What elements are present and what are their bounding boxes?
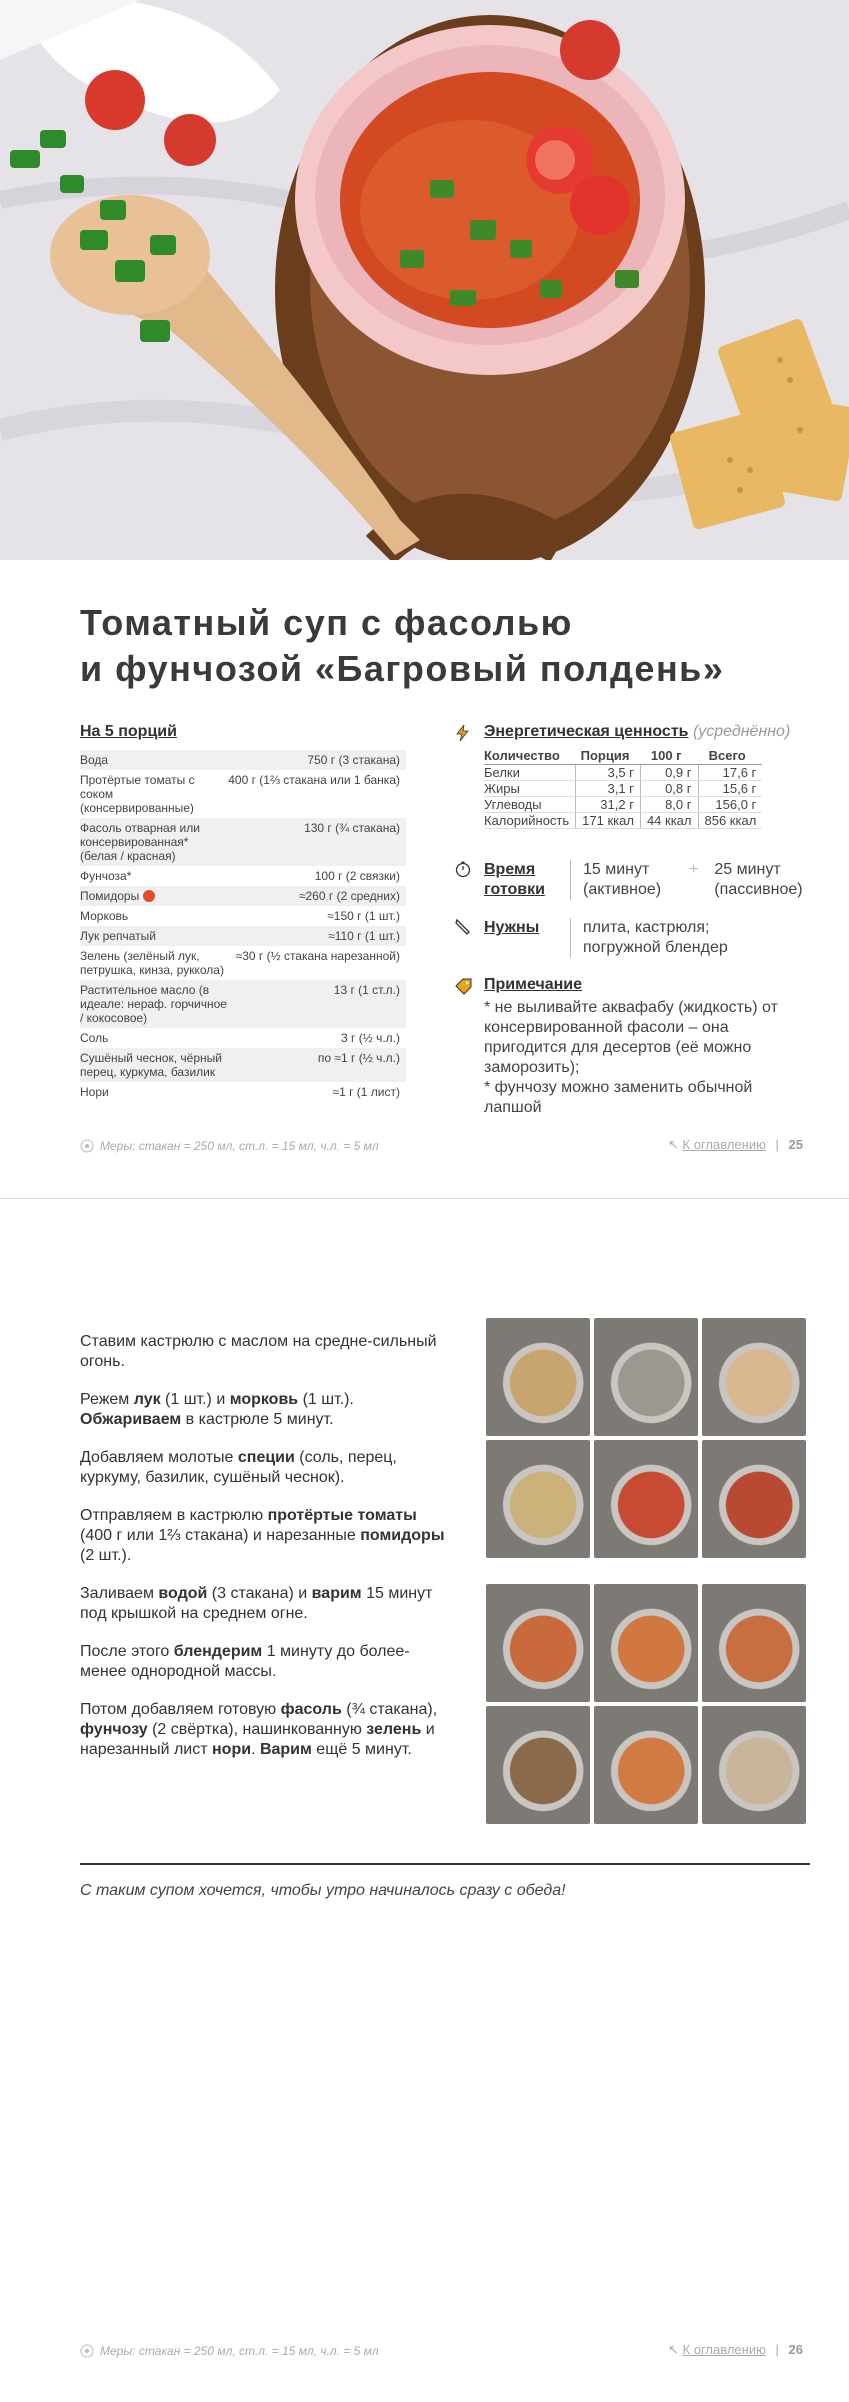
energy-value: 0,8 г bbox=[640, 781, 698, 797]
ingredient-amount: по ≈1 г (½ ч.л.) bbox=[228, 1048, 406, 1082]
arrow-icon: ↖ bbox=[668, 1137, 679, 1152]
ingredient-row bbox=[80, 926, 406, 946]
tomato-icon bbox=[143, 890, 155, 902]
ingredient-name: Протёртые томаты с соком (консервированные) bbox=[80, 773, 195, 815]
energy-value: 156,0 г bbox=[698, 797, 762, 813]
ingredient-name: Морковь bbox=[80, 909, 129, 923]
time-passive: 25 минут (пассивное) bbox=[714, 861, 803, 898]
recipe-title bbox=[80, 600, 800, 692]
step-photos-grid-2 bbox=[486, 1584, 806, 1824]
step-keyword: варим bbox=[311, 1585, 362, 1602]
step-grid2-photo bbox=[594, 1584, 698, 1702]
step-keyword: Варим bbox=[259, 1741, 312, 1758]
closing-text: С таким супом хочется, чтобы утро начиналось сразу с обеда! bbox=[80, 1882, 566, 1899]
measures-footer-1: Меры: стакан = 250 мл, ст.л. = 15 мл, ч.л. = 5 мл bbox=[100, 1139, 379, 1153]
step-text: Добавляем молотые bbox=[80, 1449, 238, 1466]
ingredient-amount: ≈30 г (½ стакана нарезанной) bbox=[235, 949, 400, 963]
step-text: . bbox=[251, 1741, 260, 1758]
ingredient-amount: 400 г (1⅔ стакана или 1 банка) bbox=[228, 773, 400, 787]
step-paragraph bbox=[80, 1700, 450, 1760]
step-text: (2 шт.). bbox=[80, 1547, 132, 1564]
ingredient-row bbox=[80, 1082, 406, 1102]
ingredient-amount: ≈1 г (1 лист) bbox=[332, 1085, 400, 1099]
step-keyword: нори bbox=[212, 1741, 252, 1758]
step-grid1-photo bbox=[594, 1440, 698, 1558]
energy-table bbox=[484, 747, 762, 829]
energy-row bbox=[484, 797, 762, 813]
energy-section bbox=[484, 723, 844, 829]
step-text: Заливаем bbox=[80, 1585, 159, 1602]
step-grid1-photo bbox=[702, 1440, 806, 1558]
ingredient-name: Соль bbox=[80, 1031, 109, 1045]
step-grid2-photo bbox=[702, 1584, 806, 1702]
step-keyword: протёртые томаты bbox=[267, 1507, 417, 1524]
energy-title: Энергетическая ценность bbox=[484, 723, 689, 740]
title-line-2: и фунчозой «Багровый полдень» bbox=[80, 648, 725, 689]
measures-footer-2: Меры: стакан = 250 мл, ст.л. = 15 мл, ч.л. = 5 мл bbox=[100, 2344, 379, 2358]
step-paragraph bbox=[80, 1506, 450, 1566]
time-active: 15 минут (активное) bbox=[583, 861, 662, 898]
title-line-1: Томатный суп с фасолью bbox=[80, 602, 573, 643]
ingredient-name: Вода bbox=[80, 750, 228, 770]
energy-value: 15,6 г bbox=[698, 781, 762, 797]
step-text: Режем bbox=[80, 1391, 134, 1408]
ingredient-amount: 750 г (3 стакана) bbox=[228, 750, 406, 770]
step-keyword: фунчозу bbox=[80, 1721, 148, 1738]
step-paragraph bbox=[80, 1332, 450, 1372]
step-text: в кастрюле 5 минут. bbox=[181, 1411, 334, 1428]
energy-nutrient: Углеводы bbox=[484, 797, 576, 813]
step-grid2-photo bbox=[594, 1706, 698, 1824]
ingredient-row bbox=[80, 866, 406, 886]
energy-value: 856 ккал bbox=[698, 813, 762, 829]
ingredient-name: Сушёный чеснок, чёрный перец, куркума, базилик bbox=[80, 1048, 228, 1082]
arrow-icon: ↖ bbox=[668, 2342, 679, 2357]
step-grid2-photo bbox=[486, 1706, 590, 1824]
ingredient-name: Растительное масло (в идеале: нераф. горчичное / кокосовое) bbox=[80, 980, 228, 1028]
energy-nutrient: Белки bbox=[484, 765, 576, 781]
step-grid1-photo bbox=[486, 1318, 590, 1436]
step-keyword: водой bbox=[158, 1585, 208, 1602]
note-label: Примечание bbox=[484, 976, 583, 993]
time-section bbox=[484, 860, 844, 900]
energy-note: (усреднённо) bbox=[692, 723, 791, 740]
step-text: (1 шт.). bbox=[298, 1391, 354, 1408]
step-text: Потом добавляем готовую bbox=[80, 1701, 281, 1718]
energy-nutrient: Жиры bbox=[484, 781, 576, 797]
time-plus: + bbox=[689, 861, 699, 878]
ingredient-name: Помидоры bbox=[80, 886, 228, 906]
ingredient-name: Фунчоза* bbox=[80, 869, 132, 883]
step-text: (3 стакана) и bbox=[207, 1585, 312, 1602]
note-section bbox=[484, 976, 794, 1118]
recipe-photo bbox=[0, 0, 849, 560]
energy-nutrient: Калорийность bbox=[484, 813, 576, 829]
step-text: (2 свёртка), нашинкованную bbox=[147, 1721, 367, 1738]
step-keyword: помидоры bbox=[360, 1527, 445, 1544]
energy-header: 100 г bbox=[640, 747, 698, 765]
step-text: Ставим кастрюлю с маслом на средне-сильный огонь. bbox=[80, 1333, 437, 1370]
time-label: Время готовки bbox=[484, 861, 545, 898]
ingredient-row bbox=[80, 818, 406, 866]
ingredient-row bbox=[80, 1028, 406, 1048]
step-keyword: специи bbox=[237, 1449, 295, 1466]
ingredient-row bbox=[80, 946, 406, 980]
toc-link-2[interactable]: К оглавлению bbox=[682, 2342, 766, 2357]
energy-value: 0,9 г bbox=[640, 765, 698, 781]
energy-value: 3,5 г bbox=[576, 765, 641, 781]
ingredient-row bbox=[80, 770, 406, 818]
energy-header: Всего bbox=[698, 747, 762, 765]
servings-heading: На 5 порций bbox=[80, 723, 177, 740]
ingredient-amount: 13 г (1 ст.л.) bbox=[228, 980, 406, 1028]
cooking-steps bbox=[80, 1332, 450, 1778]
page-number-2: 26 bbox=[788, 2342, 803, 2357]
energy-row bbox=[484, 781, 762, 797]
note-line-2: * фунчозу можно заменить обычной лапшой bbox=[484, 1079, 753, 1116]
ingredient-name: Нори bbox=[80, 1085, 109, 1099]
toc-link-1[interactable]: К оглавлению bbox=[682, 1137, 766, 1152]
needs-label: Нужны bbox=[484, 919, 540, 936]
step-keyword: Обжариваем bbox=[80, 1411, 182, 1428]
step-text: 15 минут под крышкой на среднем огне. bbox=[80, 1585, 433, 1622]
step-text: 1 минуту до более-менее однородной массы. bbox=[80, 1643, 410, 1680]
ingredient-amount: 130 г (¾ стакана) bbox=[228, 818, 406, 866]
step-photos-grid-1 bbox=[486, 1318, 806, 1558]
ingredient-amount: ≈110 г (1 шт.) bbox=[228, 926, 406, 946]
step-paragraph bbox=[80, 1642, 450, 1682]
stopwatch-icon bbox=[454, 860, 472, 878]
energy-value: 17,6 г bbox=[698, 765, 762, 781]
ingredient-row bbox=[80, 750, 406, 770]
ingredient-amount: 100 г (2 связки) bbox=[314, 869, 400, 883]
page-footer-1 bbox=[668, 1137, 803, 1153]
step-text: (соль, перец, куркуму, базилик, сушёный чеснок). bbox=[80, 1449, 397, 1486]
energy-header: Количество bbox=[484, 747, 576, 765]
step-grid1-photo bbox=[702, 1318, 806, 1436]
step-keyword: блендерим bbox=[173, 1643, 263, 1660]
closing-rule bbox=[80, 1863, 810, 1865]
note-line-1: * не выливайте аквафабу (жидкость) от консервированной фасоли – она пригодится для десертов (её можно заморозить); bbox=[484, 999, 778, 1076]
step-grid1-photo bbox=[594, 1318, 698, 1436]
needs-section bbox=[484, 918, 844, 958]
step-text: (400 г или 1⅔ стакана) и нарезанные bbox=[80, 1527, 361, 1544]
step-text: Отправляем в кастрюлю bbox=[80, 1507, 268, 1524]
step-text: и нарезанный лист bbox=[80, 1721, 435, 1758]
page-number-1: 25 bbox=[788, 1137, 803, 1152]
measure-icon bbox=[80, 2344, 94, 2358]
ingredient-amount: 3 г (½ ч.л.) bbox=[341, 1031, 400, 1045]
step-paragraph bbox=[80, 1448, 450, 1488]
ingredient-row bbox=[80, 1048, 406, 1082]
page-divider bbox=[0, 1198, 849, 1199]
measure-icon bbox=[80, 1139, 94, 1153]
energy-row bbox=[484, 813, 762, 829]
footer-separator-1: | bbox=[775, 1137, 779, 1152]
ingredient-row bbox=[80, 906, 406, 926]
energy-row bbox=[484, 765, 762, 781]
ingredient-amount: ≈260 г (2 средних) bbox=[228, 886, 406, 906]
energy-value: 3,1 г bbox=[576, 781, 641, 797]
step-keyword: морковь bbox=[229, 1391, 299, 1408]
step-text: ещё 5 минут. bbox=[311, 1741, 412, 1758]
step-grid2-photo bbox=[702, 1706, 806, 1824]
lightning-icon bbox=[454, 724, 472, 742]
ingredient-row bbox=[80, 886, 406, 906]
tag-icon bbox=[454, 978, 472, 996]
knife-icon bbox=[454, 918, 472, 936]
ingredient-row bbox=[80, 980, 406, 1028]
energy-value: 44 ккал bbox=[640, 813, 698, 829]
step-text: (¾ стакана), bbox=[341, 1701, 438, 1718]
step-paragraph bbox=[80, 1584, 450, 1624]
page-footer-2 bbox=[668, 2342, 803, 2358]
ingredients-table bbox=[80, 750, 406, 1102]
needs-value: плита, кастрюля; погружной блендер bbox=[583, 919, 728, 956]
step-keyword: зелень bbox=[366, 1721, 422, 1738]
ingredient-amount: ≈150 г (1 шт.) bbox=[327, 909, 400, 923]
ingredient-name: Фасоль отварная или консервированная* (белая / красная) bbox=[80, 818, 228, 866]
ingredient-name: Лук репчатый bbox=[80, 926, 228, 946]
step-grid1-photo bbox=[486, 1440, 590, 1558]
energy-value: 31,2 г bbox=[576, 797, 641, 813]
step-keyword: лук bbox=[133, 1391, 161, 1408]
step-grid2-photo bbox=[486, 1584, 590, 1702]
step-text: После этого bbox=[80, 1643, 174, 1660]
energy-value: 171 ккал bbox=[576, 813, 641, 829]
energy-value: 8,0 г bbox=[640, 797, 698, 813]
step-keyword: фасоль bbox=[280, 1701, 342, 1718]
step-text: (1 шт.) и bbox=[160, 1391, 230, 1408]
step-paragraph bbox=[80, 1390, 450, 1430]
footer-separator-2: | bbox=[775, 2342, 779, 2357]
energy-header: Порция bbox=[576, 747, 641, 765]
ingredient-name: Зелень (зелёный лук, петрушка, кинза, руккола) bbox=[80, 949, 224, 977]
